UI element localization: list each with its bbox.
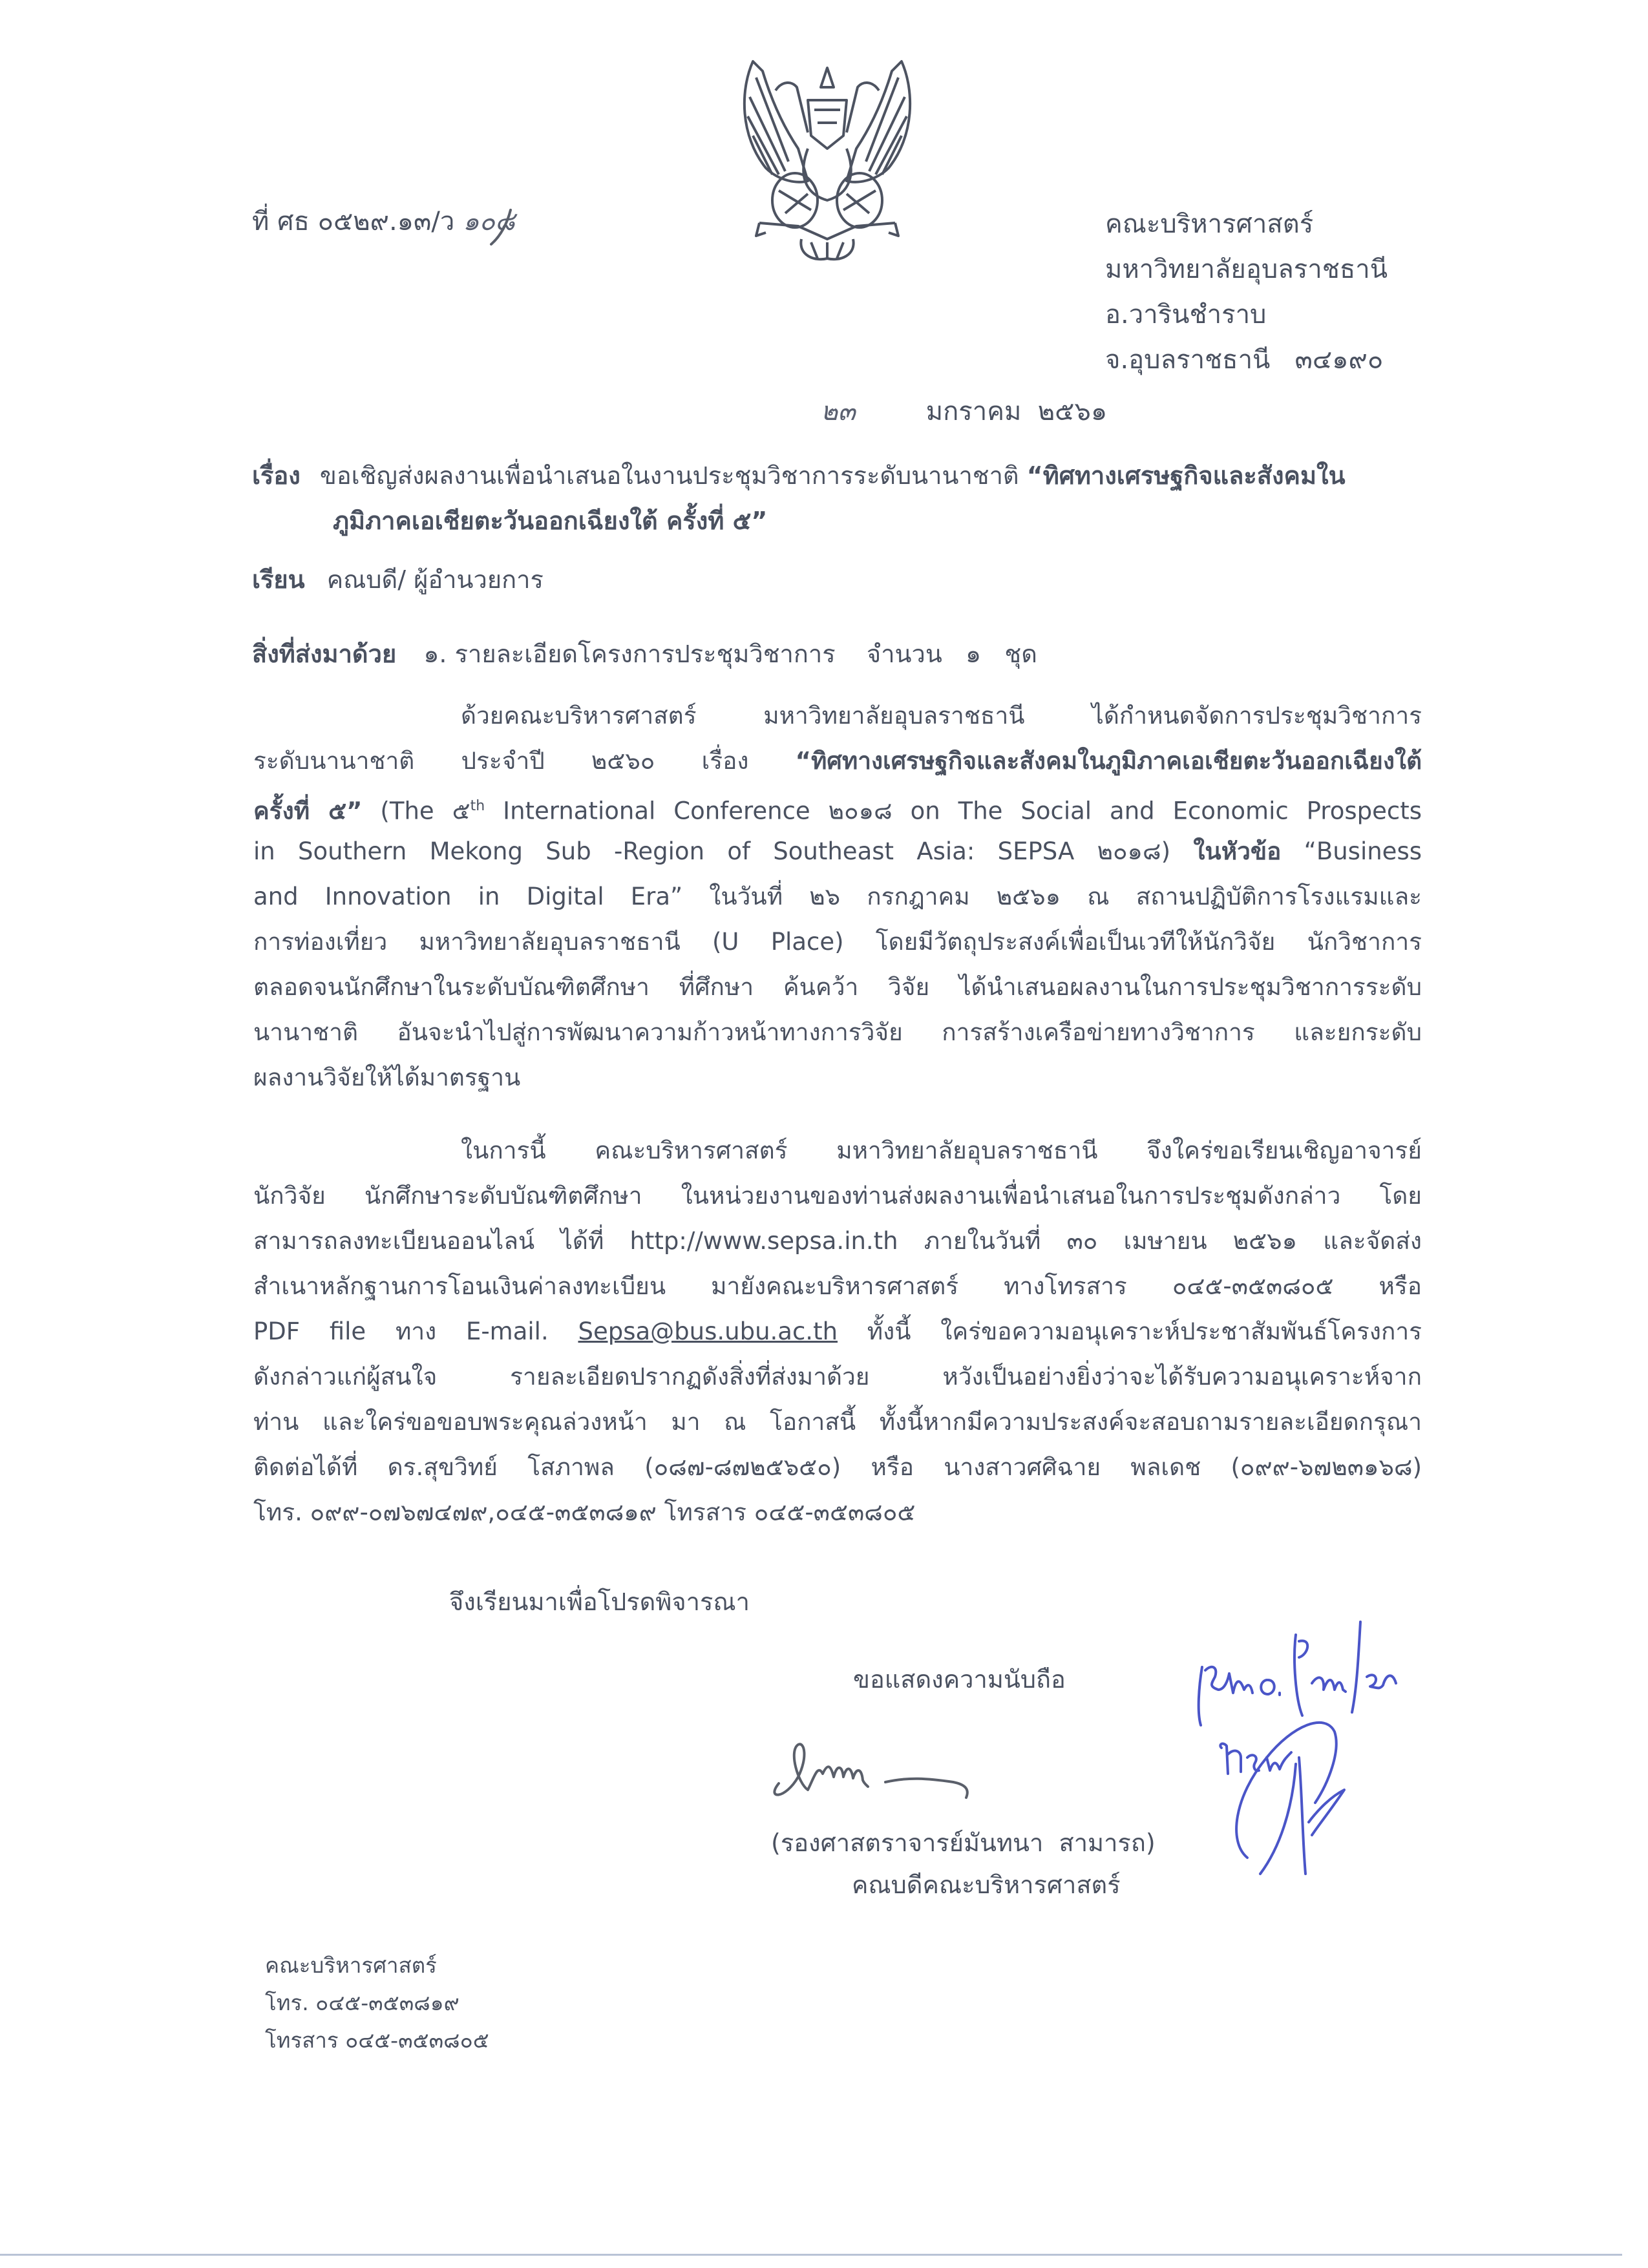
paragraph-line: ติดต่อได้ที่ ดร.สุขวิทย์ โสภาพล (๐๘๗-๘๗๒๕๖๕๐) หรือ นางสาวศศิฉาย พลเดช (๐๙๙-๖๗๒๓๑๖๘): [253, 1453, 1422, 1481]
paragraph-line: โทร. ๐๙๙-๐๗๖๗๔๗๙,๐๔๕-๓๕๓๘๑๙ โทรสาร ๐๔๕-๓๕๓๘๐๕: [253, 1498, 916, 1526]
paragraph-line: ด้วยคณะบริหารศาสตร์ มหาวิทยาลัยอุบลราชธานี ได้กำหนดจัดการประชุมวิชาการ: [461, 702, 1422, 730]
text-segment: International Conference ๒๐๑๘ on The Social and Economic Prospects: [485, 797, 1422, 825]
signer-name: (รองศาสตราจารย์มันทนา สามารถ): [771, 1829, 1156, 1857]
paragraph-line: ในการนี้ คณะบริหารศาสตร์ มหาวิทยาลัยอุบลราชธานี จึงใคร่ขอเรียนเชิญอาจารย์: [461, 1137, 1422, 1164]
salutation-recipient: คณบดี/ ผู้อำนวยการ: [326, 565, 544, 594]
paragraph-line: [253, 746, 1422, 776]
text-segment: “Business: [1281, 837, 1422, 865]
ordinal-suffix: th: [470, 798, 485, 814]
scan-edge-line: [0, 2254, 1622, 2256]
text-segment: ภายในวันที่ ๓๐ เมษายน ๒๕๖๑ และจัดส่ง: [898, 1227, 1422, 1255]
paragraph-line: การท่องเที่ยว มหาวิทยาลัยอุบลราชธานี (U Place) โดยมีวัตถุประสงค์เพื่อเป็นเวทีให้นักวิจัย นักวิชาการ: [253, 928, 1422, 956]
address-line: คณะบริหารศาสตร์: [1105, 209, 1314, 239]
enclosure: [252, 638, 1037, 669]
address-line: มหาวิทยาลัยอุบลราชธานี: [1105, 255, 1388, 284]
paragraph-line: [253, 837, 1422, 866]
subject-title: “ทิศทางเศรษฐกิจและสังคมใน: [1026, 461, 1346, 490]
document-number-handwritten: ๑๐๘: [463, 207, 515, 236]
paragraph-line: [253, 1317, 1422, 1347]
garuda-emblem-icon: [727, 52, 927, 265]
date-month-year: มกราคม ๒๕๖๑: [925, 397, 1108, 426]
document-number: [252, 205, 515, 238]
paragraph-line: นักวิจัย นักศึกษาระดับบัณฑิตศึกษา ในหน่วยงานของท่านส่งผลงานเพื่อนำเสนอในการประชุมดังกล่าว โดย: [253, 1182, 1422, 1210]
paragraph-line: [253, 1226, 1422, 1256]
paragraph-line: and Innovation in Digital Era” ในวันที่ ๒๖ กรกฎาคม ๒๕๖๑ ณ สถานปฏิบัติการโรงแรมและ: [253, 883, 1422, 910]
text-segment: สามารถลงทะเบียนออนไลน์ ได้ที่: [253, 1227, 630, 1255]
paragraph-line: [253, 792, 1422, 826]
conference-title-cont: ครั้งที่ ๕”: [253, 797, 363, 825]
contact-email-link[interactable]: Sepsa@bus.ubu.ac.th: [578, 1318, 838, 1345]
text-segment: PDF file ทาง E-mail.: [253, 1318, 549, 1345]
enclosure-label: สิ่งที่ส่งมาด้วย: [252, 640, 397, 668]
paragraph-line: ดังกล่าวแก่ผู้สนใจ รายละเอียดปรากฏดังสิ่งที่ส่งมาด้วย หวังเป็นอย่างยิ่งว่าจะได้รับความอนุเคราะห์จาก: [253, 1363, 1422, 1391]
subject-title-line2: ภูมิภาคเอเชียตะวันออกเฉียงใต้ ครั้งที่ ๕”: [333, 507, 768, 535]
address-line: จ.อุบลราชธานี ๓๔๑๙๐: [1105, 345, 1384, 375]
text-segment: (The: [362, 797, 452, 825]
footer-contact: [265, 1951, 489, 2064]
sender-address: [1105, 208, 1388, 389]
topic-label: ในหัวข้อ: [1193, 837, 1282, 865]
handwritten-annotation: [1183, 1602, 1545, 1913]
closing-request: จึงเรียนมาเพื่อโปรดพิจารณา: [449, 1588, 750, 1616]
subject-text: ขอเชิญส่งผลงานเพื่อนำเสนอในงานประชุมวิชาการระดับนานาชาติ: [319, 461, 1019, 490]
enclosure-item: ๑. รายละเอียดโครงการประชุมวิชาการ จำนวน ๑ ชุด: [423, 640, 1037, 668]
conference-ordinal: ๕: [452, 797, 470, 825]
closing-regards: ขอแสดงความนับถือ: [853, 1665, 1066, 1694]
paragraph-line: ท่าน และใคร่ขอขอบพระคุณล่วงหน้า มา ณ โอกาสนี้ ทั้งนี้หากมีความประสงค์จะสอบถามรายละเอียดกรุณา: [253, 1408, 1422, 1436]
paragraph-line: ตลอดจนนักศึกษาในระดับบัณฑิตศึกษา ที่ศึกษา ค้นคว้า วิจัย ได้นำเสนอผลงานในการประชุมวิชาการระดับ: [253, 973, 1422, 1001]
text-segment: ระดับนานาชาติ ประจำปี ๒๕๖๐ เรื่อง: [253, 747, 796, 775]
footer-line: โทรสาร ๐๔๕-๓๕๓๘๐๕: [265, 2028, 489, 2053]
salutation: [252, 564, 544, 595]
subject-line: [252, 460, 1346, 491]
subject-label: เรื่อง: [252, 461, 301, 490]
footer-line: คณะบริหารศาสตร์: [265, 1953, 437, 1978]
footer-line: โทร. ๐๔๕-๓๕๓๘๑๙: [265, 1990, 460, 2015]
handwritten-slash-mark: [488, 207, 514, 246]
signer-title: คณบดีคณะบริหารศาสตร์: [852, 1871, 1121, 1899]
salutation-label: เรียน: [252, 565, 305, 594]
date-day-handwritten: ๒๓: [821, 397, 856, 426]
conference-title: “ทิศทางเศรษฐกิจและสังคมในภูมิภาคเอเชียตะวันออกเฉียงใต้: [795, 747, 1422, 775]
paragraph-line: นานาชาติ อันจะนำไปสู่การพัฒนาความก้าวหน้าทางการวิจัย การสร้างเครือข่ายทางวิชาการ และยกระดับ: [253, 1018, 1422, 1046]
dean-signature: [753, 1738, 1115, 1809]
paragraph-line: ผลงานวิจัยให้ได้มาตรฐาน: [253, 1064, 521, 1091]
letter-date: [821, 395, 1107, 428]
text-segment: in Southern Mekong Sub -Region of Southeast Asia: SEPSA ๒๐๑๘): [253, 837, 1194, 865]
registration-website-link[interactable]: http://www.sepsa.in.th: [629, 1227, 898, 1255]
document-number-prefix: ที่ ศธ ๐๕๒๙.๑๓/ว: [252, 207, 455, 236]
text-segment: ทั้งนี้ ใคร่ขอความอนุเคราะห์ประชาสัมพันธ์โครงการ: [867, 1318, 1422, 1345]
address-line: อ.วารินชำราบ: [1105, 300, 1267, 330]
paragraph-line: สำเนาหลักฐานการโอนเงินค่าลงทะเบียน มายังคณะบริหารศาสตร์ ทางโทรสาร ๐๔๕-๓๕๓๘๐๕ หรือ: [253, 1272, 1422, 1300]
